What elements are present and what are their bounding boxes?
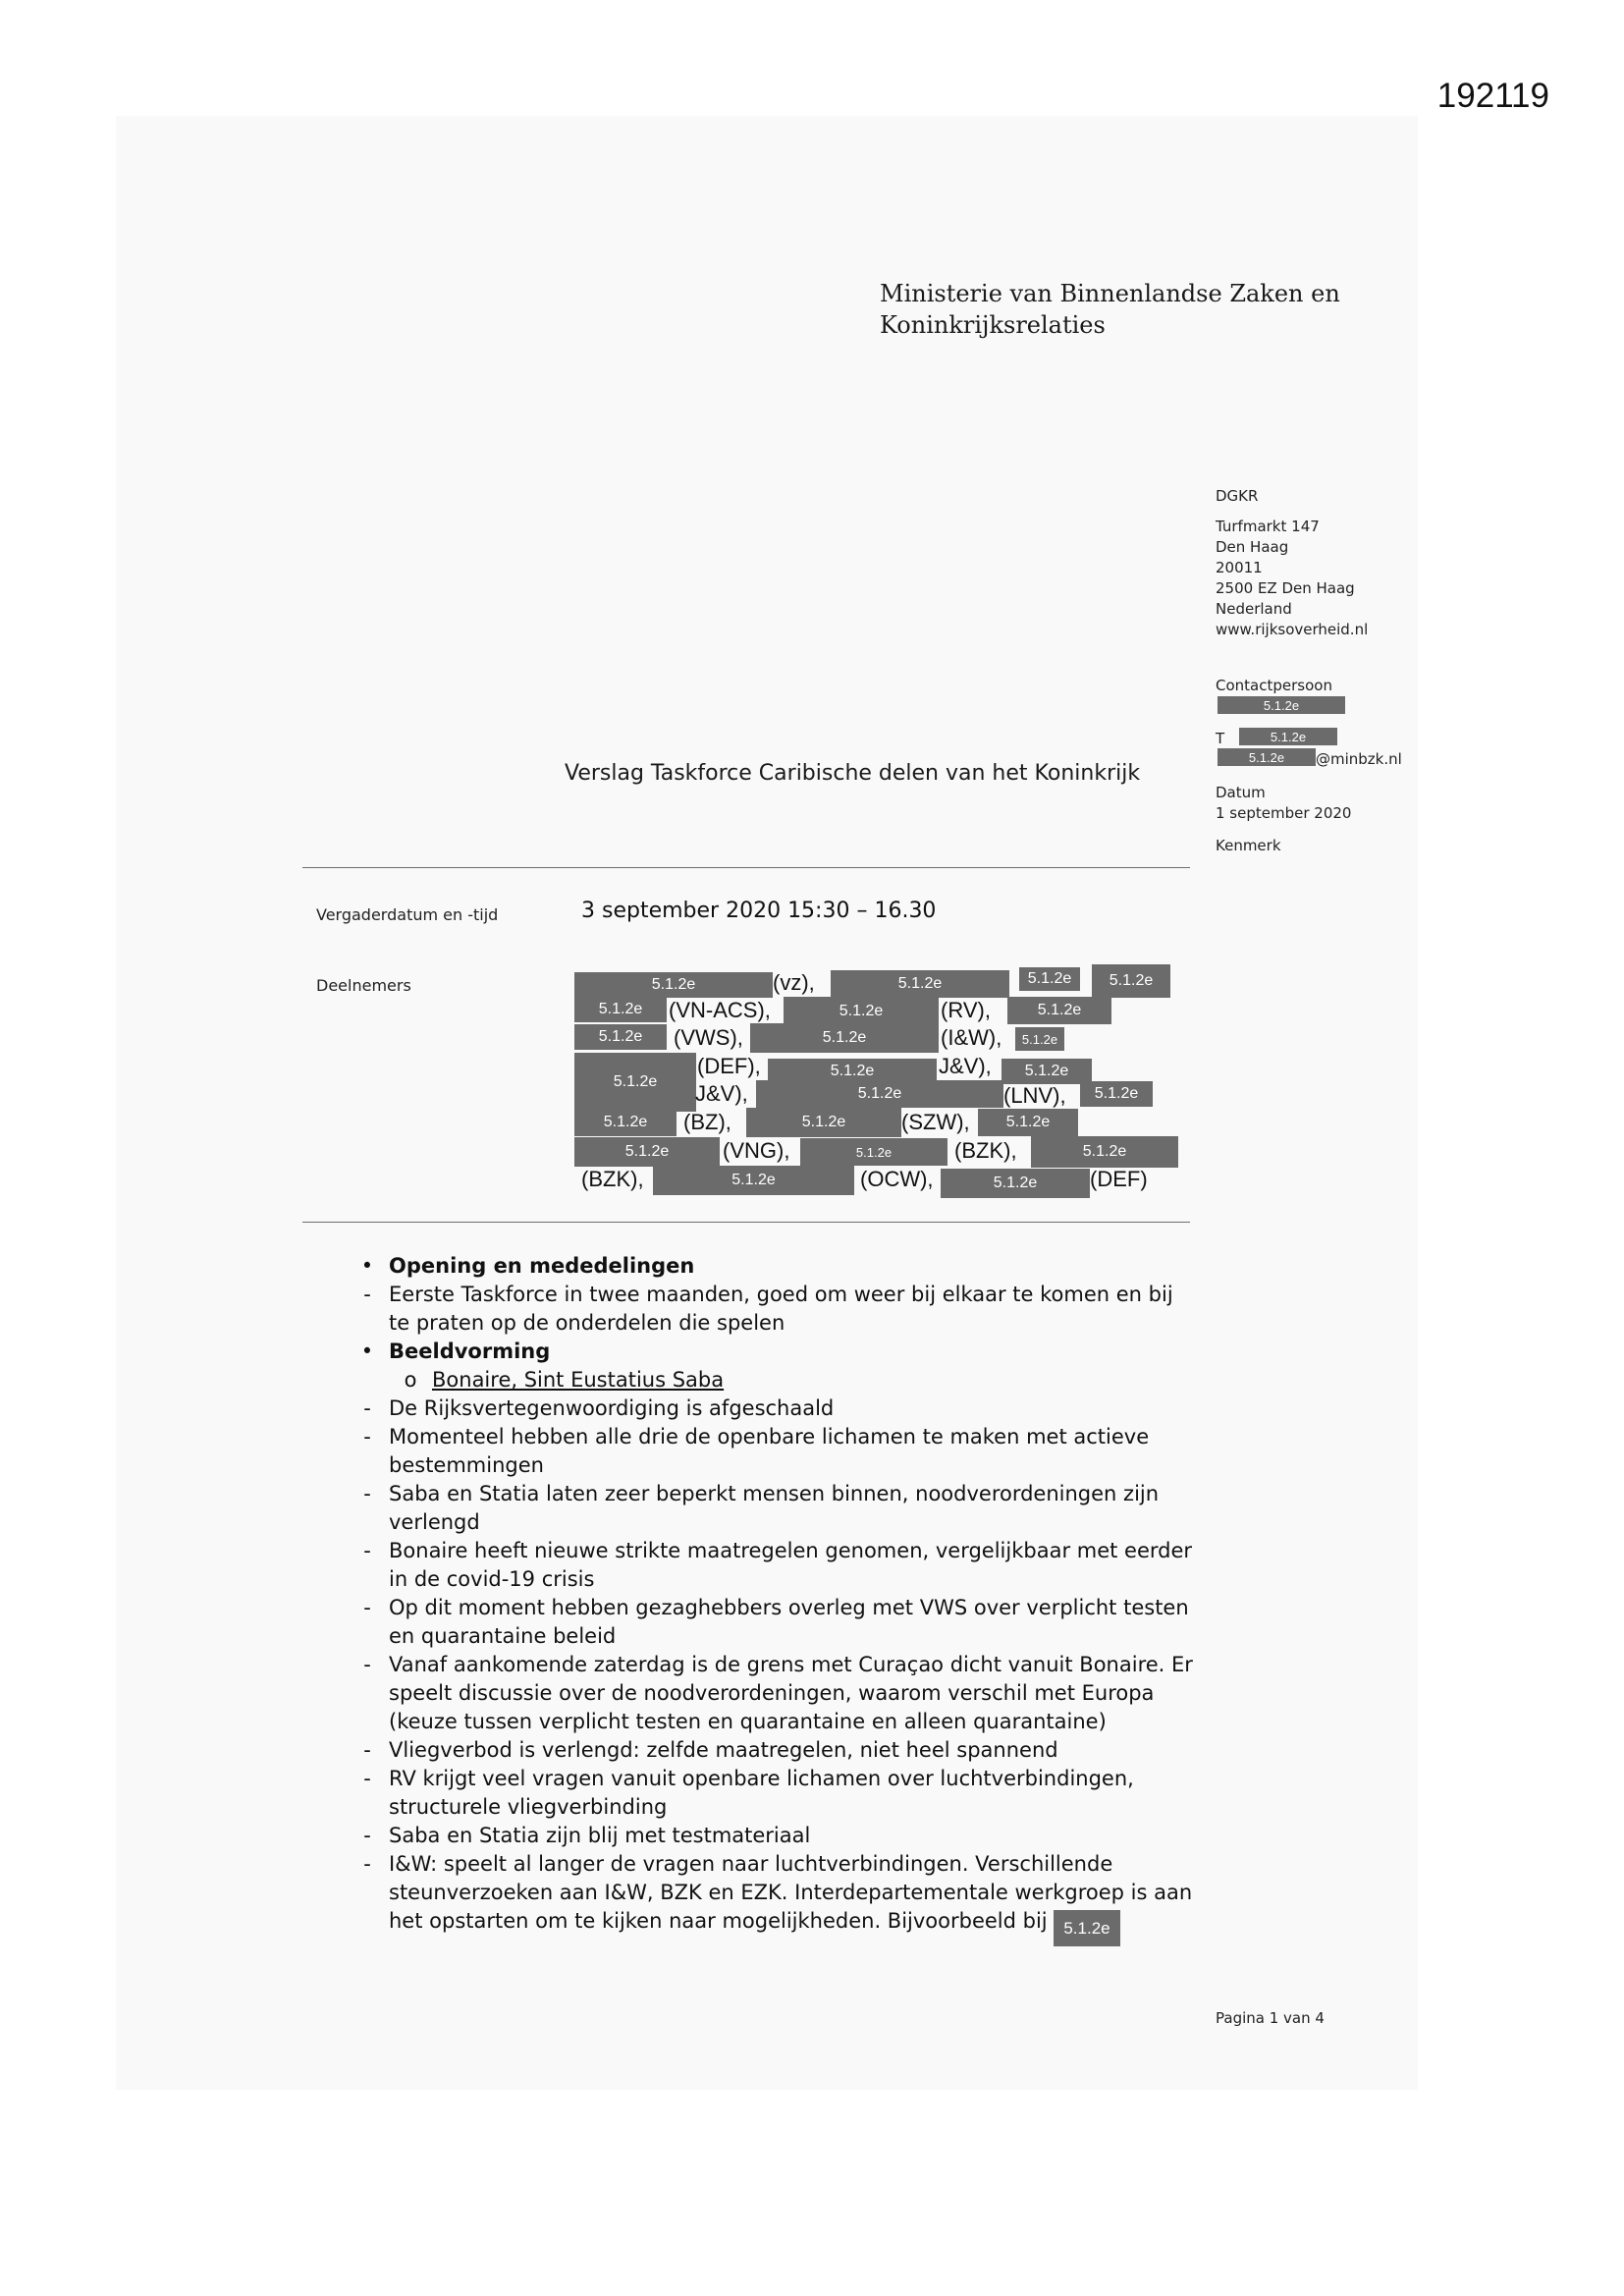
page-number: Pagina 1 van 4 bbox=[1216, 2009, 1325, 2027]
department: DGKR bbox=[1216, 487, 1259, 505]
list-item bbox=[346, 1423, 1200, 1480]
section-heading: Beeldvorming bbox=[389, 1339, 551, 1363]
redaction-box: 5.1.2e bbox=[768, 1059, 937, 1084]
redaction-box: 5.1.2e bbox=[1080, 1081, 1153, 1107]
redaction-box: 5.1.2e bbox=[800, 1138, 947, 1166]
participant-org: (SZW), bbox=[901, 1110, 970, 1134]
address-line: www.rijksoverheid.nl bbox=[1216, 621, 1369, 638]
redaction-box: 5.1.2e bbox=[574, 1137, 720, 1167]
redaction-box: 5.1.2e bbox=[784, 997, 939, 1026]
list-item bbox=[346, 1537, 1200, 1594]
participant-org: (BZK), bbox=[954, 1138, 1017, 1163]
list-item-text: Saba en Statia laten zeer beperkt mensen binnen, noodverordeningen zijn verlengd bbox=[389, 1482, 1160, 1534]
redaction-box: 5.1.2e bbox=[574, 1024, 667, 1050]
list-item bbox=[346, 1850, 1200, 1946]
participant-org: (VWS), bbox=[674, 1025, 743, 1050]
section-heading: Opening en mededelingen bbox=[389, 1254, 695, 1278]
address-line: Den Haag bbox=[1216, 538, 1289, 556]
redaction-box: 5.1.2e bbox=[746, 1108, 901, 1137]
sender-address bbox=[1216, 517, 1368, 640]
list-item bbox=[346, 1281, 1200, 1338]
redaction-box: 5.1.2e bbox=[1015, 1027, 1064, 1051]
redaction-box: 5.1.2e bbox=[1007, 997, 1111, 1024]
minutes-body bbox=[346, 1252, 1200, 1946]
address-line: Turfmarkt 147 bbox=[1216, 518, 1320, 535]
participant-org: J&V), bbox=[695, 1081, 748, 1106]
dash-marker: - bbox=[363, 1824, 371, 1847]
participants-label: Deelnemers bbox=[316, 976, 411, 995]
dash-marker: - bbox=[363, 1596, 371, 1619]
participant-org: (BZK), bbox=[581, 1167, 644, 1191]
ministry-line-1: Ministerie van Binnenlandse Zaken en bbox=[880, 280, 1340, 307]
participant-org: (OCW), bbox=[860, 1167, 934, 1191]
redaction-box: 5.1.2e bbox=[1218, 748, 1316, 766]
redaction-box: 5.1.2e bbox=[574, 1109, 677, 1136]
meeting-date-label: Vergaderdatum en -tijd bbox=[316, 905, 499, 924]
participant-org: (VNG), bbox=[723, 1138, 790, 1163]
participant-org: (DEF) bbox=[1090, 1167, 1148, 1191]
participant-org: (vz), bbox=[773, 970, 815, 995]
participant-org: (LNV), bbox=[1003, 1083, 1066, 1108]
participant-org: J&V), bbox=[939, 1054, 992, 1078]
participant-org: (I&W), bbox=[941, 1025, 1002, 1050]
document-number: 192119 bbox=[1436, 77, 1549, 115]
participant-org: (RV), bbox=[941, 998, 991, 1022]
redaction-box: 5.1.2e bbox=[574, 997, 667, 1022]
list-item-text: Momenteel hebben alle drie de openbare lichamen te maken met actieve bestemmingen bbox=[389, 1425, 1150, 1477]
address-line: 2500 EZ Den Haag bbox=[1216, 579, 1355, 597]
divider bbox=[302, 867, 1190, 868]
redaction-box: 5.1.2e bbox=[831, 970, 1009, 998]
redaction-box: 5.1.2e bbox=[574, 1053, 696, 1112]
address-line: 20011 bbox=[1216, 559, 1263, 576]
redaction-box: 5.1.2e bbox=[941, 1169, 1090, 1198]
redaction-box: 5.1.2e bbox=[978, 1109, 1078, 1136]
list-item bbox=[346, 1252, 1200, 1281]
redaction-box: 5.1.2e bbox=[750, 1023, 939, 1053]
list-item-text: Op dit moment hebben gezaghebbers overleg met VWS over verplicht testen en quarantaine beleid bbox=[389, 1596, 1189, 1648]
list-item-text: Bonaire heeft nieuwe strikte maatregelen genomen, vergelijkbaar met eerder in de covid-19 crisis bbox=[389, 1539, 1193, 1591]
dash-marker: - bbox=[363, 1852, 371, 1876]
redaction-box: 5.1.2e bbox=[1239, 728, 1337, 745]
circle-marker: o bbox=[404, 1368, 417, 1392]
list-item-text: RV krijgt veel vragen vanuit openbare lichamen over luchtverbindingen, structurele vliegverbinding bbox=[389, 1767, 1134, 1819]
ministry-line-2: Koninkrijksrelaties bbox=[880, 311, 1106, 339]
contact-heading: Contactpersoon bbox=[1216, 677, 1332, 694]
list-item bbox=[346, 1480, 1200, 1537]
bullet-marker: • bbox=[360, 1339, 374, 1363]
divider bbox=[302, 1222, 1190, 1223]
redaction-box: 5.1.2e bbox=[653, 1166, 854, 1195]
meeting-date-value: 3 september 2020 15:30 – 16.30 bbox=[581, 899, 937, 923]
list-item bbox=[346, 1765, 1200, 1822]
list-item bbox=[346, 1594, 1200, 1651]
reference-heading: Kenmerk bbox=[1216, 837, 1281, 854]
date-heading: Datum bbox=[1216, 784, 1266, 801]
list-item bbox=[346, 1822, 1200, 1850]
participant-org: (VN-ACS), bbox=[669, 998, 771, 1022]
phone-prefix: T bbox=[1216, 730, 1225, 747]
redaction-box: 5.1.2e bbox=[1054, 1910, 1119, 1946]
list-item-text: De Rijksvertegenwoordiging is afgeschaald bbox=[389, 1396, 835, 1420]
ministry-header bbox=[880, 278, 1340, 341]
document-title: Verslag Taskforce Caribische delen van het Koninkrijk bbox=[565, 761, 1141, 786]
list-item-text: Vliegverbod is verlengd: zelfde maatregelen, niet heel spannend bbox=[389, 1738, 1058, 1762]
dash-marker: - bbox=[363, 1653, 371, 1676]
redaction-box: 5.1.2e bbox=[1031, 1136, 1178, 1168]
participant-org: (BZ), bbox=[683, 1110, 731, 1134]
redaction-box: 5.1.2e bbox=[1218, 696, 1345, 714]
dash-marker: - bbox=[363, 1539, 371, 1562]
email-suffix: @minbzk.nl bbox=[1316, 750, 1402, 768]
dash-marker: - bbox=[363, 1482, 371, 1505]
list-item-text: Saba en Statia zijn blij met testmateriaal bbox=[389, 1824, 811, 1847]
bullet-marker: • bbox=[360, 1254, 374, 1278]
list-item bbox=[346, 1338, 1200, 1366]
redaction-box: 5.1.2e bbox=[1019, 967, 1080, 991]
subsection-heading: Bonaire, Sint Eustatius Saba bbox=[432, 1368, 725, 1392]
redaction-box: 5.1.2e bbox=[1092, 964, 1170, 998]
list-item-text: Eerste Taskforce in twee maanden, goed om weer bij elkaar te komen en bij te praten op de onderdelen die spelen bbox=[389, 1283, 1173, 1335]
list-item-text: I&W: speelt al langer de vragen naar luchtverbindingen. Verschillende steunverzoeken aan I&W, BZK en EZK. Interdepartementale werkgroep is aan het opstarten om te kijken naar mogelijkheden. Bijvoorbeeld bij bbox=[389, 1852, 1193, 1933]
list-item bbox=[346, 1394, 1200, 1423]
redaction-box: 5.1.2e bbox=[756, 1080, 1003, 1108]
date-value: 1 september 2020 bbox=[1216, 804, 1352, 822]
address-line: Nederland bbox=[1216, 600, 1292, 618]
redaction-box: 5.1.2e bbox=[574, 972, 773, 998]
redaction-box: 5.1.2e bbox=[1001, 1059, 1092, 1084]
list-item-content bbox=[389, 1850, 1200, 1946]
dash-marker: - bbox=[363, 1767, 371, 1790]
dash-marker: - bbox=[363, 1396, 371, 1420]
dash-marker: - bbox=[363, 1425, 371, 1449]
dash-marker: - bbox=[363, 1283, 371, 1306]
dash-marker: - bbox=[363, 1738, 371, 1762]
list-item-text: Vanaf aankomende zaterdag is de grens met Curaçao dicht vanuit Bonaire. Er speelt discussie over de noodverordeningen, waarom verschil met Europa (keuze tussen verplicht testen en quarantaine en alleen quarantaine) bbox=[389, 1653, 1193, 1733]
list-item bbox=[346, 1366, 1200, 1394]
list-item bbox=[346, 1651, 1200, 1736]
participant-org: (DEF), bbox=[697, 1054, 761, 1078]
list-item bbox=[346, 1736, 1200, 1765]
